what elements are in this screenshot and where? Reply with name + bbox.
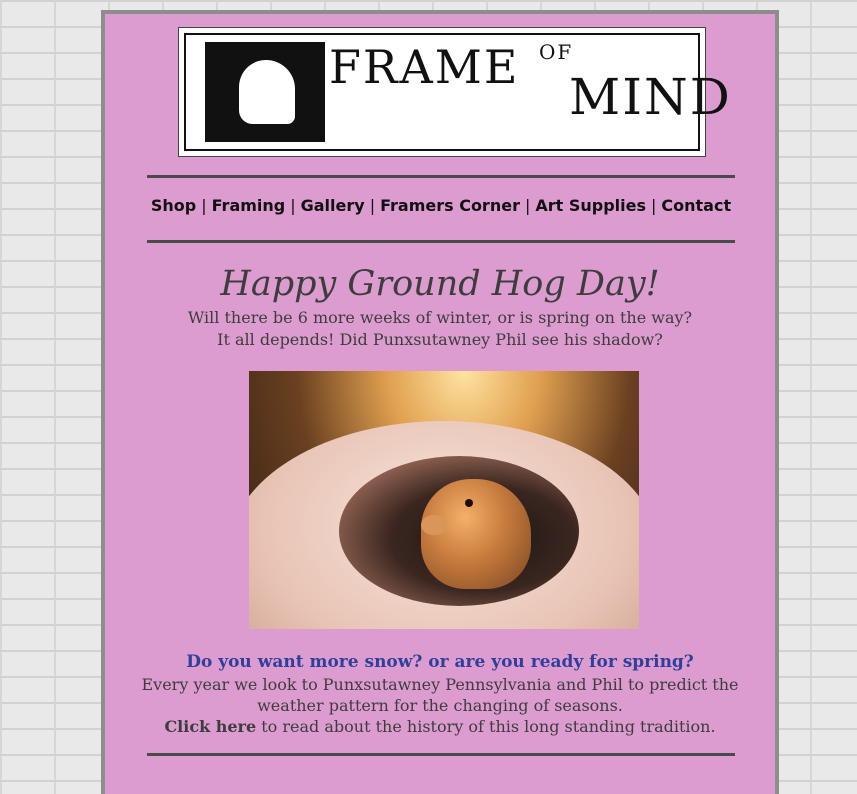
nav-framers-corner[interactable]: Framers Corner <box>380 196 520 215</box>
phrenology-head-icon <box>205 42 325 142</box>
nav-separator: | <box>369 196 376 215</box>
divider-bottom <box>147 753 735 756</box>
nav-separator: | <box>201 196 207 215</box>
main-nav <box>147 196 735 215</box>
question-heading: Do you want more snow? or are you ready for spring? <box>186 652 694 672</box>
nav-framing[interactable]: Framing <box>211 196 286 215</box>
paragraph-line-3 <box>135 716 745 737</box>
intro-paragraph <box>135 674 745 737</box>
page-title: Happy Ground Hog Day! <box>220 264 660 304</box>
frame-of-mind-logo[interactable] <box>178 27 732 157</box>
paragraph-line-2: weather pattern for the changing of seasons. <box>257 696 623 715</box>
nav-separator: | <box>651 196 657 215</box>
groundhog-photo <box>249 371 639 629</box>
nav-contact[interactable]: Contact <box>661 196 732 215</box>
logo-word-frame: FRAME <box>329 40 520 94</box>
click-here-link[interactable]: Click here <box>164 717 257 736</box>
logo-word-of: OF <box>539 40 574 64</box>
divider-top <box>147 175 735 178</box>
groundhog-eye <box>465 499 473 507</box>
subtitle-line-2: It all depends! Did Punxsutawney Phil see his shadow? <box>217 330 663 349</box>
nav-separator: | <box>290 196 296 215</box>
click-here-rest: to read about the history of this long standing tradition. <box>256 717 716 736</box>
divider-nav <box>147 240 735 243</box>
head-silhouette <box>239 60 295 124</box>
nav-gallery[interactable]: Gallery <box>300 196 365 215</box>
groundhog-figure <box>421 479 531 589</box>
logo-word-mind: MIND <box>569 68 732 126</box>
paragraph-line-1: Every year we look to Punxsutawney Pennsylvania and Phil to predict the <box>141 675 739 694</box>
nav-shop[interactable]: Shop <box>150 196 197 215</box>
nav-separator: | <box>524 196 531 215</box>
content-panel <box>101 10 779 794</box>
subtitle-line-1: Will there be 6 more weeks of winter, or is spring on the way? <box>187 308 693 327</box>
nav-art-supplies[interactable]: Art Supplies <box>535 196 646 215</box>
groundhog-snout <box>421 515 447 535</box>
